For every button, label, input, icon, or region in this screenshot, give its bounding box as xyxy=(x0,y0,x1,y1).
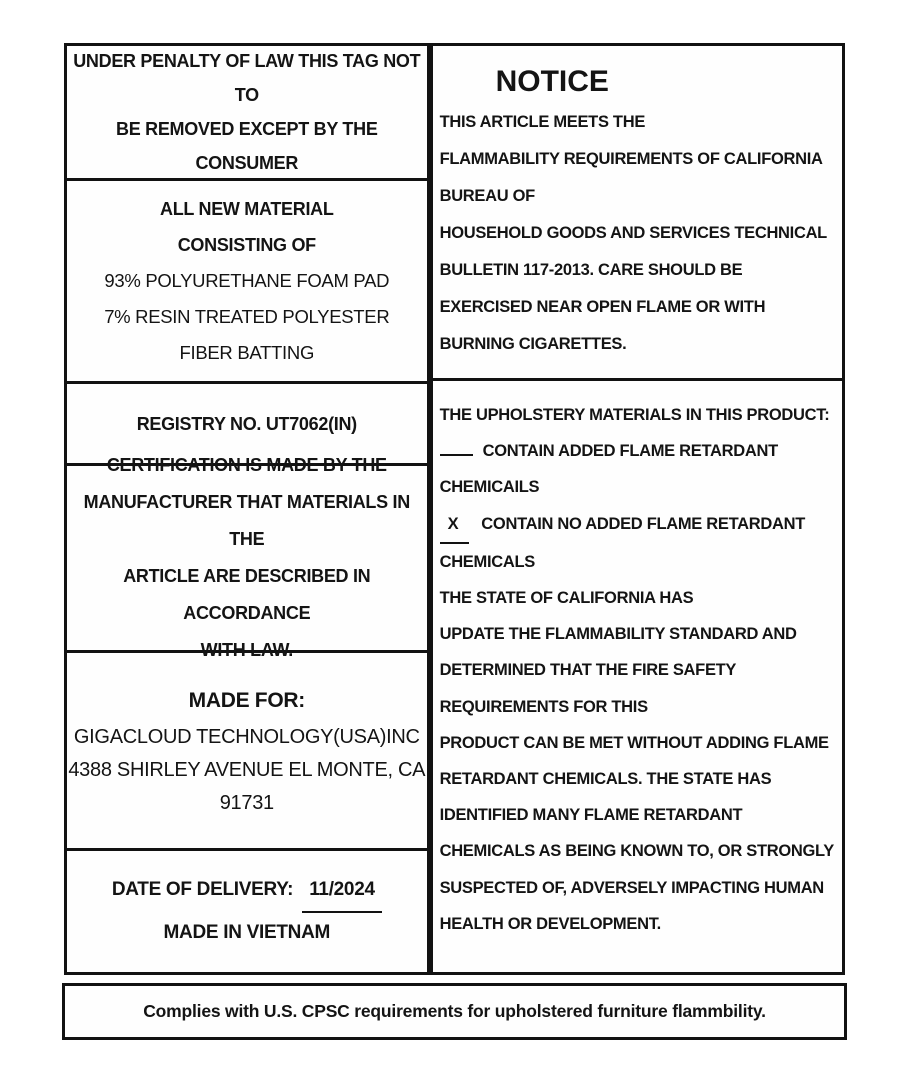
certification-line-3: ARTICLE ARE DESCRIBED IN ACCORDANCE xyxy=(123,566,371,623)
checklist-option-2-text: CONTAIN NO ADDED FLAME RETARDANT xyxy=(481,514,806,533)
made-for-section xyxy=(67,653,427,851)
materials-heading-1: ALL NEW MATERIAL xyxy=(160,199,334,219)
checklist-option-1 xyxy=(440,433,834,469)
left-column xyxy=(67,46,433,972)
made-in-origin: MADE IN VIETNAM xyxy=(163,922,331,943)
made-for-zip: 91731 xyxy=(219,792,274,814)
checklist-option-1-cont: CHEMICAILS xyxy=(439,478,540,497)
checklist-intro: THE UPHOLSTERY MATERIALS IN THIS PRODUCT: xyxy=(439,406,830,424)
certification-line-2: MANUFACTURER THAT MATERIALS IN THE xyxy=(83,492,410,549)
statement-line-1: THE STATE OF CALIFORNIA HAS xyxy=(439,589,694,608)
law-label-main-box xyxy=(64,43,845,975)
notice-line-6: EXERCISED NEAR OPEN FLAME OR WITH xyxy=(439,298,766,316)
made-for-address: 4388 SHIRLEY AVENUE EL MONTE, CA xyxy=(68,759,426,781)
made-for-company: GIGACLOUD TECHNOLOGY(USA)INC xyxy=(73,726,420,748)
statement-line-10: HEALTH OR DEVELOPMENT. xyxy=(439,914,661,933)
registry-number: REGISTRY NO. UT7062(IN) xyxy=(136,413,357,434)
x-check-mark: X xyxy=(440,506,470,544)
notice-line-4: HOUSEHOLD GOODS AND SERVICES TECHNICAL xyxy=(439,224,827,242)
delivery-section xyxy=(67,851,427,972)
certification-line-4: WITH LAW. xyxy=(200,640,293,660)
penalty-line-1: UNDER PENALTY OF LAW THIS TAG NOT TO xyxy=(73,51,421,105)
statement-line-7: IDENTIFIED MANY FLAME RETARDANT xyxy=(439,806,743,825)
materials-content-3: FIBER BATTING xyxy=(179,342,315,363)
checklist-option-1-text: CONTAIN ADDED FLAME RETARDANT xyxy=(482,442,778,461)
materials-heading-2: CONSISTING OF xyxy=(177,235,316,255)
notice-line-5: BULLETIN 117-2013. CARE SHOULD BE xyxy=(439,261,743,279)
cpsc-compliance-bar xyxy=(62,983,847,1040)
blank-check-line xyxy=(440,439,473,456)
delivery-date-line xyxy=(67,870,427,913)
right-column xyxy=(433,46,842,972)
made-for-heading: MADE FOR: xyxy=(188,689,305,712)
checklist-option-2-cont: CHEMICALS xyxy=(439,552,535,571)
flame-retardant-section xyxy=(433,381,842,972)
materials-content-2: 7% RESIN TREATED POLYESTER xyxy=(104,306,390,327)
materials-content-1: 93% POLYURETHANE FOAM PAD xyxy=(104,270,390,291)
penalty-line-2: BE REMOVED EXCEPT BY THE CONSUMER xyxy=(116,119,378,173)
statement-line-2: UPDATE THE FLAMMABILITY STANDARD AND xyxy=(439,625,797,644)
certification-section xyxy=(67,455,427,660)
notice-heading: NOTICE xyxy=(495,65,609,98)
certification-line-1: CERTIFICATION IS MADE BY THE xyxy=(106,455,387,475)
statement-line-4: REQUIREMENTS FOR THIS xyxy=(439,697,648,716)
notice-line-7: BURNING CIGARETTES. xyxy=(439,335,627,353)
statement-line-5: PRODUCT CAN BE MET WITHOUT ADDING FLAME xyxy=(439,733,829,752)
notice-section xyxy=(433,46,842,381)
notice-line-3: BUREAU OF xyxy=(439,187,535,205)
notice-line-1: THIS ARTICLE MEETS THE xyxy=(439,113,646,131)
statement-line-6: RETARDANT CHEMICALS. THE STATE HAS xyxy=(439,770,772,789)
materials-section xyxy=(67,181,427,384)
delivery-date-label: DATE OF DELIVERY: xyxy=(111,879,294,900)
statement-line-8: CHEMICALS AS BEING KNOWN TO, OR STRONGLY xyxy=(439,842,834,861)
notice-line-2: FLAMMABILITY REQUIREMENTS OF CALIFORNIA xyxy=(439,150,823,168)
statement-line-3: DETERMINED THAT THE FIRE SAFETY xyxy=(439,661,737,680)
checklist-option-2 xyxy=(440,506,834,544)
delivery-date-value: 11/2024 xyxy=(302,870,382,913)
cpsc-compliance-text: Complies with U.S. CPSC requirements for upholstered furniture flammbility. xyxy=(143,1001,766,1021)
statement-line-9: SUSPECTED OF, ADVERSELY IMPACTING HUMAN xyxy=(439,878,824,897)
penalty-section xyxy=(67,46,427,181)
